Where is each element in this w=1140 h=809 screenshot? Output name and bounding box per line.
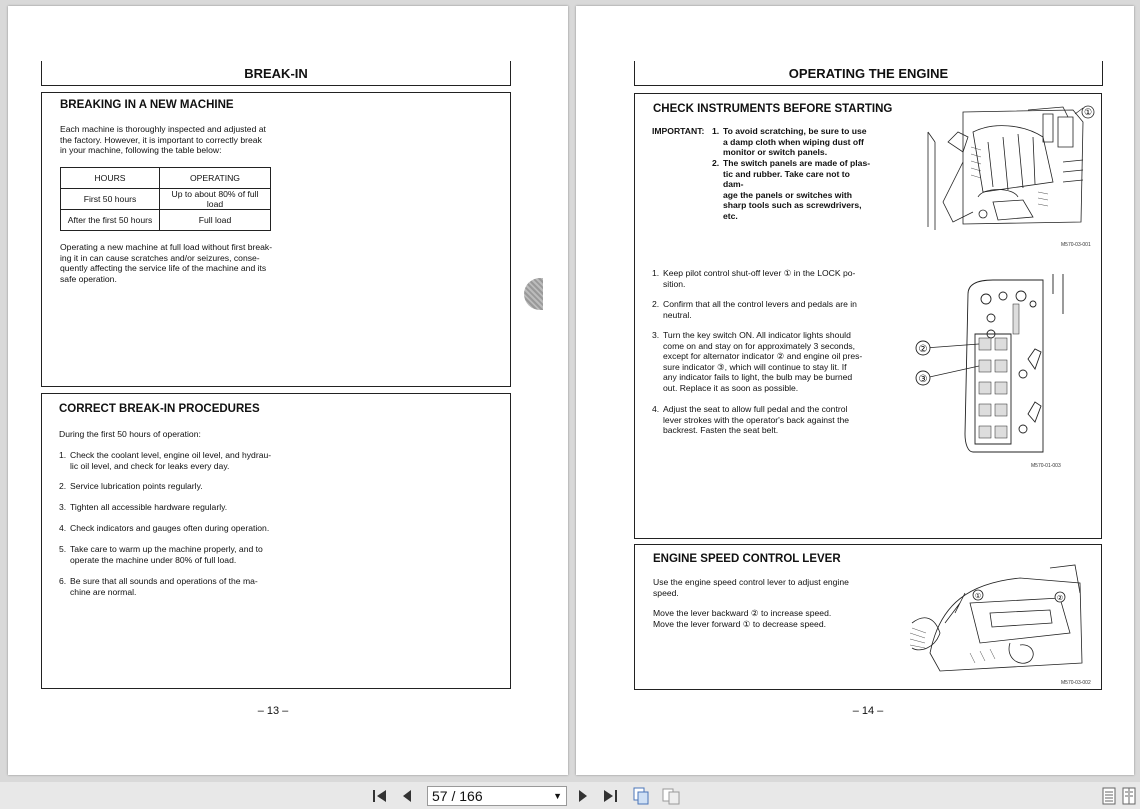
breaking-in-box <box>41 92 511 387</box>
step-item: 2. Confirm that all the control levers and pedals are in neutral. <box>652 299 857 320</box>
list-item: 5. Take care to warm up the machine properly, and to operate the machine under 80% of full load. <box>59 544 263 565</box>
list-item: 6. Be sure that all sounds and operations of the ma- chine are normal. <box>59 576 258 597</box>
procedures-intro: During the first 50 hours of operation: <box>59 429 201 439</box>
page-number: – 13 – <box>257 705 289 717</box>
figure-caption: M570-03-002 <box>1061 680 1091 686</box>
important-label: IMPORTANT: <box>652 126 705 136</box>
table-cell: Full load <box>160 210 271 231</box>
break-in-table <box>60 167 271 231</box>
important-item: 2. The switch panels are made of plas- tic and rubber. Take care not to dam- age the panels or switches with sharp tools such as screwdrivers, etc. <box>712 158 871 221</box>
step-item: 4. Adjust the seat to allow full pedal and the control lever strokes with the operator's back against the backrest. Fasten the seat belt. <box>652 404 850 436</box>
warning-text: Operating a new machine at full load without first break- ing it in can cause scratches and/or seizures, conse- quently affecting the service life of the machine and its safe operation. <box>60 242 273 284</box>
list-item: 3. Tighten all accessible hardware regularly. <box>59 502 228 512</box>
table-cell: Up to about 80% of full load <box>160 189 271 210</box>
prev-page-icon[interactable] <box>398 786 416 806</box>
figure-caption: M570-03-001 <box>1061 242 1091 248</box>
callout-2: ② <box>918 344 928 355</box>
page-indicator: 57 / 166 <box>432 788 483 804</box>
list-item: 2. Service lubrication points regularly. <box>59 481 203 491</box>
right-page <box>576 6 1134 775</box>
box-heading: BREAKING IN A NEW MACHINE <box>60 99 234 111</box>
last-page-icon[interactable] <box>600 786 620 806</box>
box-heading: CHECK INSTRUMENTS BEFORE STARTING <box>653 103 893 115</box>
step-item: 1. Keep pilot control shut-off lever ① in the LOCK po- sition. <box>652 268 856 289</box>
viewer-toolbar <box>0 782 1140 809</box>
procedures-box <box>41 393 511 689</box>
next-page-icon[interactable] <box>574 786 592 806</box>
first-page-icon[interactable] <box>370 786 390 806</box>
list-item: 4. Check indicators and gauges often during operation. <box>59 523 270 533</box>
table-header-row <box>61 168 271 189</box>
table-header: HOURS <box>61 168 160 189</box>
figure-caption: M570-01-003 <box>1031 463 1061 469</box>
callout-2: ② <box>1056 595 1064 602</box>
section-title: OPERATING THE ENGINE <box>788 66 949 81</box>
speed-lever-instructions: Move the lever backward ② to increase speed. Move the lever forward ① to decrease speed. <box>653 608 832 629</box>
single-page-view-icon[interactable] <box>630 786 652 806</box>
check-instruments-box <box>634 93 1102 539</box>
chevron-down-icon: ▼ <box>553 791 562 801</box>
intro-text: Each machine is thoroughly inspected and adjusted at the factory. However, it is important to correctly break in your machine, following the table below: <box>60 124 266 156</box>
table-cell: After the first 50 hours <box>61 210 160 231</box>
page-tab-marker <box>524 278 543 310</box>
speed-lever-intro: Use the engine speed control lever to adjust engine speed. <box>653 577 849 598</box>
step-item: 3. Turn the key switch ON. All indicator lights should come on and stay on for approximately 3 seconds, except for alternator indicator ② and engine oil pres- sure indicator ③, which will continue to stay lit. If any indicator fails to light, the bulb may be burned out. Replace it as soon as possible. <box>652 330 863 393</box>
page-number-select[interactable] <box>427 786 567 806</box>
table-header: OPERATING <box>160 168 271 189</box>
important-item: 1. To avoid scratching, be sure to use a damp cloth when wiping dust off monitor or switch panels. <box>712 126 867 158</box>
table-row <box>61 189 271 210</box>
two-page-view-icon[interactable] <box>660 786 682 806</box>
cab-lever-illustration <box>923 102 1098 242</box>
facing-mode-icon[interactable] <box>1120 786 1138 806</box>
callout-1: ① <box>974 593 982 600</box>
speed-lever-illustration <box>910 563 1085 675</box>
box-heading: ENGINE SPEED CONTROL LEVER <box>653 553 841 565</box>
callout-3: ③ <box>918 374 928 385</box>
scroll-mode-icon[interactable] <box>1100 786 1118 806</box>
list-item: 1. Check the coolant level, engine oil level, and hydrau- lic oil level, and check for leaks every day. <box>59 450 272 471</box>
monitor-panel-illustration <box>913 274 1073 454</box>
table-row <box>61 210 271 231</box>
left-page <box>8 6 568 775</box>
box-heading: CORRECT BREAK-IN PROCEDURES <box>59 403 260 415</box>
page-number: – 14 – <box>852 705 884 717</box>
section-title: BREAK-IN <box>244 66 308 81</box>
engine-speed-box <box>634 544 1102 690</box>
table-cell: First 50 hours <box>61 189 160 210</box>
callout-1: ① <box>1083 107 1093 117</box>
